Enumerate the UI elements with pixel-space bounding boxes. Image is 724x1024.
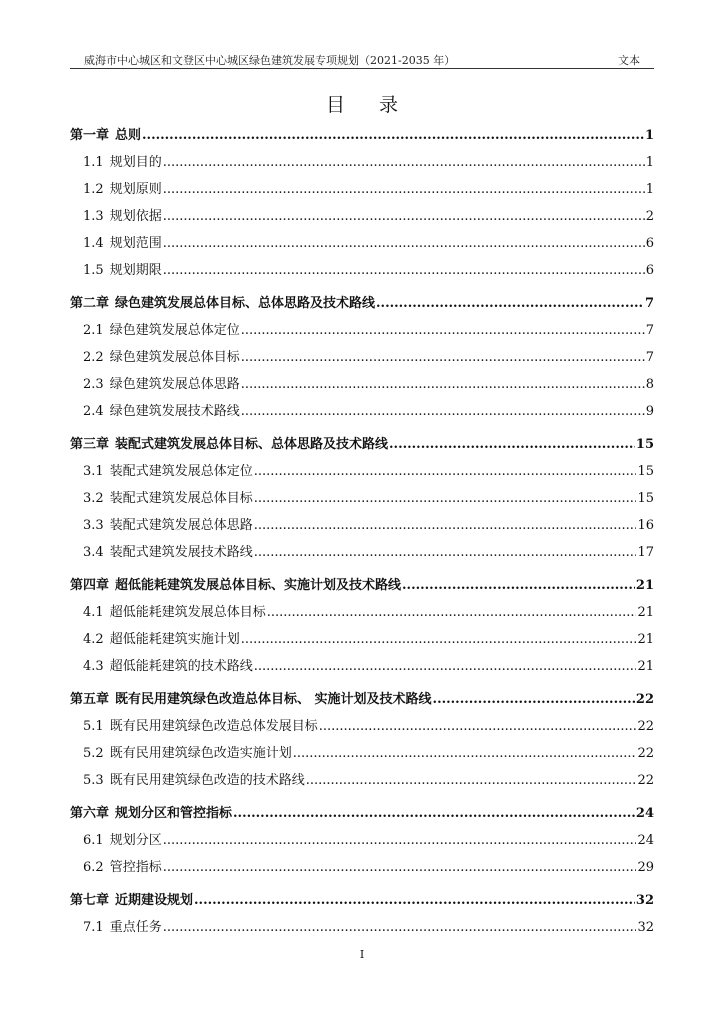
toc-dot-leader [402,572,635,599]
toc-dot-leader [254,458,637,485]
toc-entry-text: 装配式建筑发展总体定位 [109,464,253,479]
toc-entry-page: 21 [635,578,654,593]
toc-entry-page: 24 [635,806,654,821]
toc-entry-number: 第七章 [70,893,110,908]
toc-entry-page: 1 [645,155,654,170]
toc-section-entry[interactable] [70,539,654,566]
table-of-contents [70,122,654,941]
toc-entry-text: 超低能耗建筑发展总体目标 [109,605,266,620]
toc-entry-number: 2.1 [83,323,104,338]
toc-dot-leader [376,290,644,317]
toc-entry-label [83,512,253,539]
toc-entry-text: 绿色建筑发展总体思路 [109,377,240,392]
toc-dot-leader [319,713,637,740]
toc-entry-label [83,371,240,398]
toc-entry-text: 规划依据 [109,209,162,224]
toc-dot-leader [163,149,645,176]
toc-dot-leader [163,176,645,203]
toc-entry-page: 15 [637,491,654,506]
toc-entry-number: 第五章 [70,692,110,707]
toc-entry-label [83,398,240,425]
toc-entry-number: 第三章 [70,437,110,452]
toc-entry-text: 规划目的 [109,155,162,170]
toc-entry-page: 32 [635,893,654,908]
toc-dot-leader [142,122,644,149]
toc-entry-label [83,740,292,767]
toc-section-entry[interactable] [70,854,654,881]
toc-entry-page: 22 [637,719,654,734]
header-document-title: 威海市中心城区和文登区中心城区绿色建筑发展专项规划（2021-2035 年） [84,54,456,67]
toc-entry-page: 7 [644,296,654,311]
toc-entry-number: 4.2 [83,632,104,647]
toc-chapter-entry[interactable] [70,122,654,149]
toc-dot-leader [254,539,637,566]
toc-entry-number: 5.2 [83,746,104,761]
toc-entry-text: 规划期限 [109,263,162,278]
toc-section-entry[interactable] [70,230,654,257]
toc-dot-leader [163,827,637,854]
toc-section-entry[interactable] [70,176,654,203]
toc-entry-text: 装配式建筑发展总体目标、总体思路及技术路线 [115,437,389,452]
toc-chapter-entry[interactable] [70,800,654,827]
toc-entry-label [83,230,162,257]
toc-entry-text: 管控指标 [109,860,162,875]
toc-entry-page: 15 [637,464,654,479]
toc-dot-leader [163,914,637,941]
toc-entry-text: 装配式建筑发展总体目标 [109,491,253,506]
toc-entry-text: 超低能耗建筑发展总体目标、实施计划及技术路线 [115,578,402,593]
toc-entry-page: 22 [635,692,654,707]
toc-entry-label [70,572,401,599]
toc-dot-leader [254,653,637,680]
toc-entry-text: 绿色建筑发展技术路线 [109,404,240,419]
toc-dot-leader [254,512,637,539]
toc-entry-label [83,458,253,485]
toc-entry-page: 6 [645,236,654,251]
toc-entry-page: 21 [637,632,654,647]
toc-entry-page: 24 [637,833,654,848]
toc-dot-leader [433,686,635,713]
toc-entry-text: 装配式建筑发展技术路线 [109,545,253,560]
toc-section-entry[interactable] [70,398,654,425]
toc-entry-text: 超低能耗建筑的技术路线 [109,659,253,674]
toc-dot-leader [241,371,645,398]
toc-entry-text: 总则 [115,128,142,143]
toc-entry-label [83,713,318,740]
toc-entry-text: 规划范围 [109,236,162,251]
toc-entry-number: 5.3 [83,773,104,788]
toc-section-entry[interactable] [70,149,654,176]
toc-entry-text: 绿色建筑发展总体目标 [109,350,240,365]
toc-dot-leader [163,230,645,257]
toc-dot-leader [267,599,637,626]
toc-entry-number: 2.3 [83,377,104,392]
toc-section-entry[interactable] [70,599,654,626]
toc-entry-number: 1.3 [83,209,104,224]
toc-entry-number: 2.4 [83,404,104,419]
toc-entry-text: 既有民用建筑绿色改造总体发展目标 [109,719,318,734]
toc-entry-number: 3.3 [83,518,104,533]
toc-chapter-entry[interactable] [70,686,654,713]
toc-entry-label [83,203,162,230]
toc-section-entry[interactable] [70,458,654,485]
toc-entry-label [83,257,162,284]
toc-entry-page: 1 [645,182,654,197]
toc-entry-number: 1.1 [83,155,104,170]
toc-chapter-entry[interactable] [70,431,654,458]
toc-section-entry[interactable] [70,767,654,794]
toc-title: 目 录 [325,94,413,116]
toc-section-entry[interactable] [70,827,654,854]
toc-entry-label [83,344,240,371]
toc-entry-number: 1.4 [83,236,104,251]
toc-dot-leader [194,887,635,914]
toc-entry-label [83,767,305,794]
toc-entry-page: 29 [637,860,654,875]
toc-dot-leader [241,398,645,425]
toc-entry-number: 第二章 [70,296,110,311]
toc-entry-number: 3.2 [83,491,104,506]
toc-entry-page: 21 [637,605,654,620]
toc-entry-page: 2 [645,209,654,224]
toc-entry-number: 第六章 [70,806,110,821]
toc-section-entry[interactable] [70,203,654,230]
toc-entry-text: 规划分区 [109,833,162,848]
toc-dot-leader [241,344,645,371]
toc-entry-number: 6.2 [83,860,104,875]
toc-dot-leader [389,431,635,458]
toc-section-entry[interactable] [70,257,654,284]
toc-entry-label [83,317,240,344]
toc-entry-label [83,626,240,653]
toc-entry-label [83,176,162,203]
toc-entry-text: 既有民用建筑绿色改造实施计划 [109,746,292,761]
toc-entry-page: 15 [635,437,654,452]
toc-section-entry[interactable] [70,317,654,344]
toc-entry-text: 装配式建筑发展总体思路 [109,518,253,533]
toc-entry-label [83,539,253,566]
toc-entry-page: 32 [637,920,654,935]
toc-section-entry[interactable] [70,914,654,941]
toc-entry-page: 7 [645,323,654,338]
toc-section-entry[interactable] [70,653,654,680]
toc-dot-leader [163,854,637,881]
toc-entry-label [83,854,162,881]
toc-dot-leader [306,767,637,794]
toc-entry-label [83,914,162,941]
toc-entry-label [83,653,253,680]
toc-dot-leader [254,485,637,512]
toc-entry-number: 第一章 [70,128,110,143]
toc-entry-page: 1 [644,128,654,143]
toc-entry-page: 7 [645,350,654,365]
toc-entry-page: 21 [637,659,654,674]
toc-entry-page: 16 [637,518,654,533]
header-document-type: 文本 [618,54,640,67]
toc-entry-number: 7.1 [83,920,104,935]
header-rule [70,68,654,69]
toc-entry-label [83,827,162,854]
toc-entry-number: 第四章 [70,578,110,593]
toc-entry-text: 近期建设规划 [115,893,194,908]
toc-entry-number: 4.1 [83,605,104,620]
toc-entry-label [83,485,253,512]
toc-chapter-entry[interactable] [70,290,654,317]
toc-entry-label [70,431,388,458]
toc-dot-leader [163,257,645,284]
toc-entry-label [83,149,162,176]
toc-entry-label [70,122,141,149]
toc-entry-text: 规划分区和管控指标 [115,806,233,821]
toc-entry-page: 22 [637,746,654,761]
toc-entry-page: 6 [645,263,654,278]
toc-entry-label [70,290,375,317]
toc-entry-number: 3.4 [83,545,104,560]
toc-entry-page: 9 [645,404,654,419]
toc-entry-text: 重点任务 [109,920,162,935]
toc-section-entry[interactable] [70,371,654,398]
toc-entry-number: 1.5 [83,263,104,278]
toc-entry-number: 6.1 [83,833,104,848]
toc-entry-number: 3.1 [83,464,104,479]
toc-entry-label [83,599,266,626]
toc-dot-leader [233,800,635,827]
toc-entry-label [70,686,432,713]
toc-section-entry[interactable] [70,512,654,539]
toc-entry-text: 绿色建筑发展总体目标、总体思路及技术路线 [115,296,376,311]
toc-entry-page: 8 [645,377,654,392]
toc-entry-label [70,800,232,827]
toc-entry-label [70,887,193,914]
toc-dot-leader [241,626,637,653]
toc-entry-text: 绿色建筑发展总体定位 [109,323,240,338]
toc-dot-leader [241,317,645,344]
toc-section-entry[interactable] [70,740,654,767]
toc-section-entry[interactable] [70,626,654,653]
toc-section-entry[interactable] [70,713,654,740]
toc-entry-number: 4.3 [83,659,104,674]
toc-entry-page: 22 [637,773,654,788]
toc-entry-text: 既有民用建筑绿色改造的技术路线 [109,773,305,788]
toc-chapter-entry[interactable] [70,572,654,599]
toc-entry-text: 超低能耗建筑实施计划 [109,632,240,647]
toc-dot-leader [293,740,637,767]
toc-entry-text: 既有民用建筑绿色改造总体目标、 实施计划及技术路线 [115,692,432,707]
toc-chapter-entry[interactable] [70,887,654,914]
toc-section-entry[interactable] [70,344,654,371]
toc-dot-leader [163,203,645,230]
toc-section-entry[interactable] [70,485,654,512]
toc-entry-page: 17 [637,545,654,560]
toc-entry-number: 2.2 [83,350,104,365]
toc-entry-number: 5.1 [83,719,104,734]
toc-entry-number: 1.2 [83,182,104,197]
page-number: I [359,948,365,961]
toc-entry-text: 规划原则 [109,182,162,197]
page-header [70,52,654,68]
